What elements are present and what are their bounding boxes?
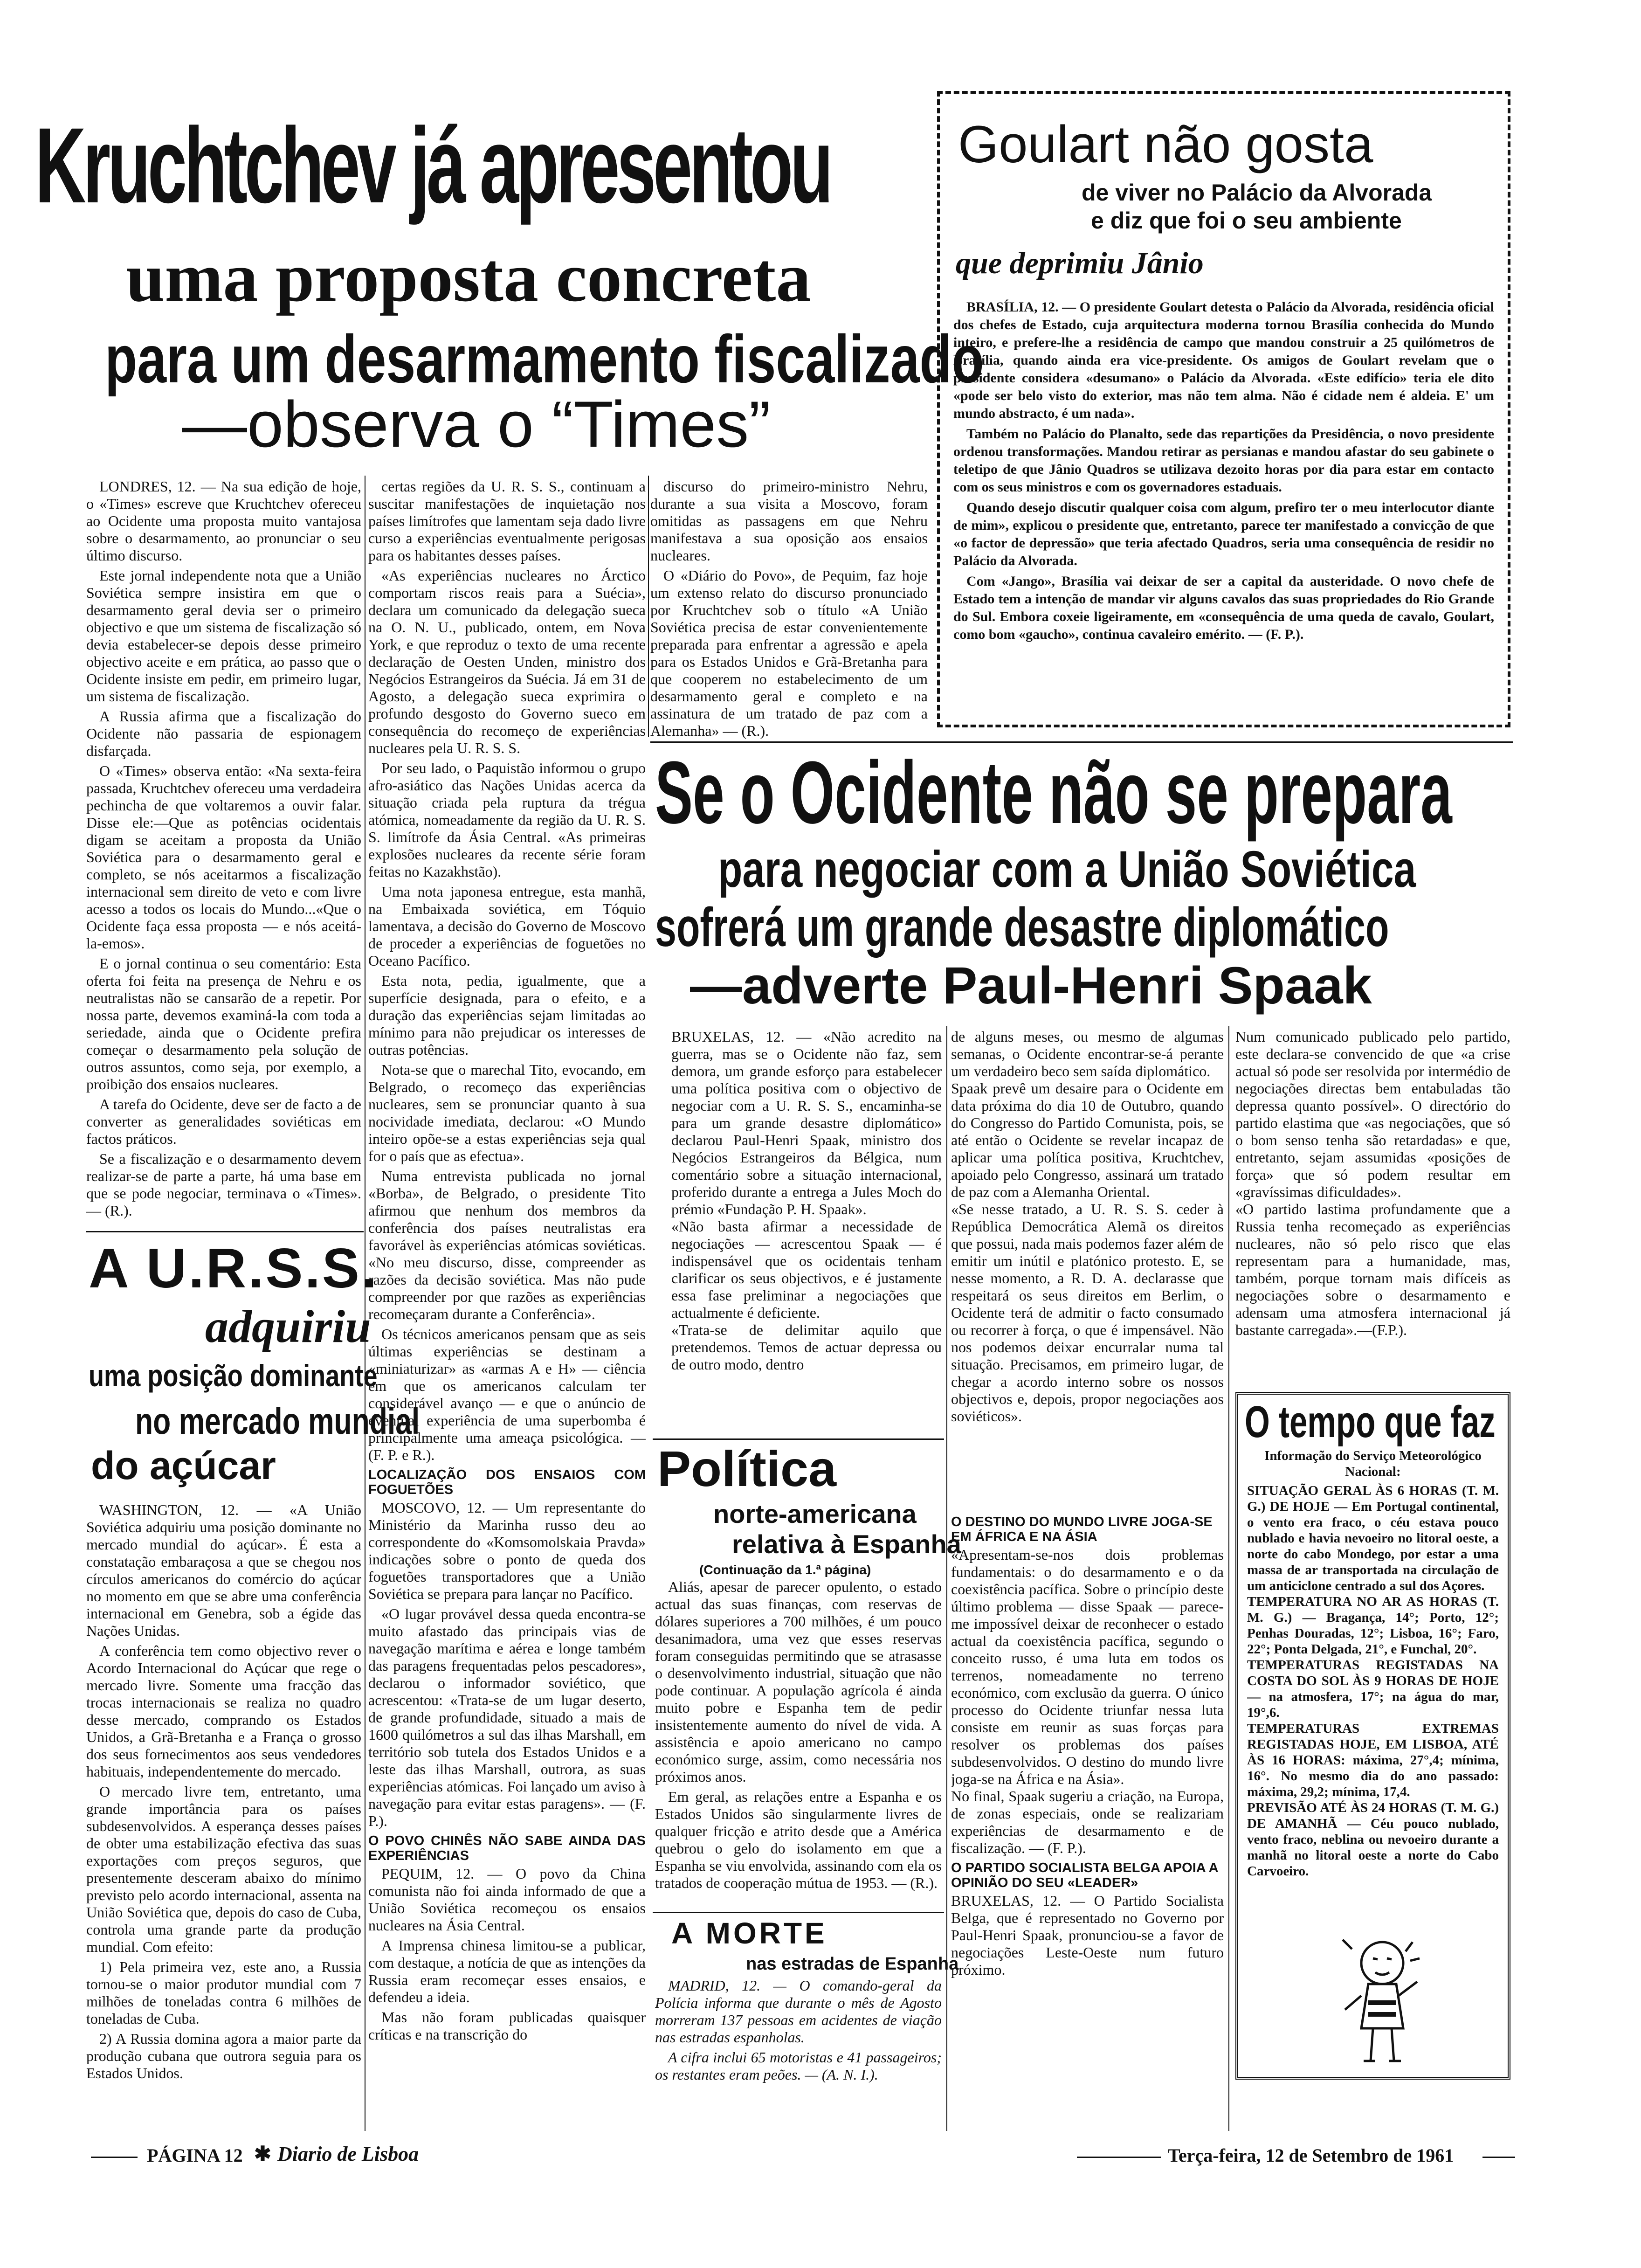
column-1-article <box>86 478 361 1219</box>
col2-p3: Por seu lado, o Paquistão informou o grupo afro-asiático das Nações Unidas acerca da situação criada pela ruptura da trégua atómica, nomeadamente da região da U. R. S. S. limítrofe da Ásia Central. «As primeiras explosões nucleares da recente série foram feitas no Kazakhstão). <box>368 760 646 880</box>
morte-title: A MORTE <box>671 1916 827 1950</box>
sugar-title-1: A U.R.S.S. <box>89 1237 379 1300</box>
sugar-title-3: uma posição dominante <box>89 1358 378 1393</box>
col3-p2: O «Diário do Povo», de Pequim, faz hoje um extenso relato do discurso pronunciado por Kruchtchev sob o título «A União Soviética precisa de estar convenientemente preparada para enfrentar a agressão e apela para os Estados Unidos e Grã-Bretanha para que cooperem no estabelecimento de um desarmamento geral e completo e na assinatura de um tratado de paz com a Alemanha» — (R.). <box>650 567 928 739</box>
politica-sub2: relativa à Espanha <box>732 1529 961 1559</box>
footer-page-number: PÁGINA 12 <box>147 2145 243 2166</box>
spaak-subsections <box>951 1511 1224 2122</box>
col2-subhead-povo-chines: O POVO CHINÊS NÃO SABE AINDA DAS EXPERIÊNCIAS <box>368 1833 646 1863</box>
kruchtchev-headline-1: Kruchtchev já apresentou <box>35 105 830 225</box>
kruchtchev-headline-3: para um desarmamento fiscalizado <box>105 321 984 397</box>
col1-p7: Se a fiscalização e o desarmamento devem realizar-se de parte a parte, há uma base em que se pode negociar, terminava o «Times». — (R.). <box>86 1150 361 1219</box>
divider <box>653 1438 944 1440</box>
column-2-article <box>368 478 646 2087</box>
morte-subtitle: nas estradas de Espanha <box>746 1954 959 1974</box>
col2-p12: A Imprensa chinesa limitou-se a publicar, com destaque, a notícia de que as intenções da Russia eram recomeçar esses ensaios, e defendeu a ideia. <box>368 1937 646 2005</box>
footer-rule-mid <box>1077 2157 1161 2158</box>
divider <box>653 1912 944 1913</box>
footer-paper-name: Diario de Lisboa <box>277 2143 419 2165</box>
col2-p2: «As experiências nucleares no Árctico comportam riscos reais para a Suécia», declara um comunicado da delegação sueca na O. N. U., publicado, ontem, em Nova York, e que reproduz o texto de uma recente declaração de Oesten Unden, ministro dos Negócios Estrangeiros da Suécia. Já em 31 de Agosto, a delegação sueca exprimira o profundo desgosto do Governo sueco em consequência do recomeço de experiências nucleares pela U. R. S. S. <box>368 567 646 756</box>
weather-text: SITUAÇÃO GERAL ÀS 6 HORAS (T. M. G.) DE HOJE — Em Portugal continental, o vento era fraco, o céu estava pouco nublado e havia nevoeiro no litoral oeste, a norte do cabo Mondego, por estar a uma massa de ar transportada na circulação de um anticiclone centrado a sul dos Açores. TEMPERATURA NO AR AS HORAS (T. M. G.) — Bragança, 14°; Porto, 12°; Penhas Douradas, 12°; Lisboa, 16°; Faro, 22°; Ponta Delgada, 21°, e Funchal, 20°. TEMPERATURAS REGISTADAS NA COSTA DO SOL ÀS 9 HORAS DE HOJE — na atmosfera, 17°; na água do mar, 19°,6. TEMPERATURAS EXTREMAS REGISTADAS HOJE, EM LISBOA, ATÉ ÀS 16 HORAS: máxima, 27°,4; mínima, 16°. No mesmo dia do ano passado: máxima, 29,2; mínima, 17,4. PREVISÃO ATÉ ÀS 24 HORAS (T. M. G.) DE AMANHÃ — Céu pouco nublado, vento fraco, neblina ou nevoeiro durante a manhã no litoral oeste a norte do Cabo Carvoeiro. <box>1247 1483 1499 1879</box>
col2-p11: PEQUIM, 12. — O povo da China comunista não foi ainda informado de que a União Soviética recomeçou os ensaios nucleares na Ásia Central. <box>368 1865 646 1934</box>
footer-rule-right <box>1482 2157 1515 2158</box>
sugar-p1: WASHINGTON, 12. — «A União Soviética adquiriu uma posição dominante no mercado mundial do açúcar». É esta a constatação embaraçosa a que se chegou nos círculos americanos do comércio do açúcar no momento em que se abre uma conferência internacional em Genebra, sob a égide das Nações Unidas. <box>86 1501 361 1639</box>
morte-p1: MADRID, 12. — O comando-geral da Polícia informa que durante o mês de Agosto morreram 137 pessoas em acidentes de viação nas estradas espanholas. <box>655 1977 942 2046</box>
spaak-headline-4: —adverte Paul-Henri Spaak <box>690 956 1372 1015</box>
col3-p1: discurso do primeiro-ministro Nehru, durante a sua visita a Moscovo, foram omitidas as passagens em que Nehru manifestava a sua oposição aos ensaios nucleares. <box>650 478 928 564</box>
divider <box>650 741 1513 743</box>
col2-p9: MOSCOVO, 12. — Um representante do Ministério da Marinha russo deu ao correspondente do «Komsomolskaia Pravda» indicações sobre o ponto de queda dos foguetões transportadores que a União Soviética se prepara para lançar no Pacífico. <box>368 1499 646 1602</box>
spaak-partido-text: BRUXELAS, 12. — O Partido Socialista Belga, que é representado no Governo por Paul-Henri Spaak, pronunciou-se a favor de negociações Leste-Oeste num futuro próximo. <box>951 1892 1224 1978</box>
sugar-title-4: no mercado mundial <box>135 1400 420 1442</box>
col2-p13: Mas não foram publicadas quaisquer críticas e na transcrição do <box>368 2009 646 2043</box>
col2-subhead-foguetoes: LOCALIZAÇÃO DOS ENSAIOS COM FOGUETÕES <box>368 1467 646 1497</box>
column-rule <box>648 476 649 737</box>
sugar-article <box>86 1501 361 2117</box>
goulart-p4: Com «Jango», Brasília vai deixar de ser a capital da austeridade. O novo chefe de Estado tem a intenção de mandar vir alguns cavalos das suas propriedades do Rio Grande do Sul. Embora coxeie ligeiramente, em «consequência de uma queda de cavalo, Goulart, como bom «gaucho», continua cavaleiro emérito. — (F. P.). <box>953 574 1494 642</box>
col2-p10: «O lugar provável dessa queda encontra-se muito afastado das principais vias de navegação marítima e aérea e longe também das paragens frequentadas pelos pescadores», declarou o informador soviético, que acrescentou: «Trata-se de um lugar deserto, de grande profundidade, situado a mais de 1600 quilómetros a sul das ilhas Marshall, em território sob tutela dos Estados Unidos e a leste das ilhas Marshall, outrora, as suas experiências atómicas. Foi lançado um aviso à navegação para evitar estas paragens». — (F. P.). <box>368 1605 646 1829</box>
col1-p5: E o jornal continua o seu comentário: Esta oferta foi feita na presença de Nehru e os neutralistas não se cansarão de a repetir. Por nossa parte, devemos examiná-la com toda a seriedade, ainda que o Ocidente prefira começar o desarmamento pela solução de outros assuntos, como seja, por exemplo, a proibição dos ensaios nucleares. <box>86 955 361 1093</box>
weather-cartoon-illustration <box>1329 1930 1431 2070</box>
weather-intro: Informação do Serviço Meteorológico Nacional: <box>1264 1448 1482 1479</box>
goulart-article <box>953 298 1494 646</box>
sugar-p2: A conferência tem como objectivo rever o Acordo Internacional do Açúcar que rege o mercado livre. Somente uma fracção das trocas internacionais se realiza no quadro desse mercado, comprando os Estados Unidos, a Grã-Bretanha e a França o grosso dos seus fornecimentos aos seus vendedores habituais, independentemente do mercado. <box>86 1642 361 1780</box>
goulart-sub1: de viver no Palácio da Alvorada <box>1082 180 1432 206</box>
column-rule <box>1228 1026 1229 2131</box>
column-3-article <box>650 478 928 739</box>
politica-continuation: (Continuação da 1.ª página) <box>699 1563 871 1577</box>
divider <box>86 1231 364 1232</box>
footer-star-icon: ✱ <box>254 2143 271 2165</box>
footer-rule-left <box>91 2157 138 2158</box>
spaak-column-3: Num comunicado publicado pelo partido, este declara-se convencido de que «a crise actual só pode ser resolvida por intermédio de negociações directas bem entabuladas tão depressa quanto possível». O directório do partido elastima que «as negociações, que só o bom senso tenha são retardadas» e que, entretanto, sejam assumidas «posições de força» que só podem resultar em «gravíssimas dificuldades». «O partido lastima profundamente que a Russia tenha recomeçado as experiências nucleares, não só pelo risco que elas representam para a humanidade, mas, também, porque tornam mais difíceis as negociações sobre o desarmamento e adensam uma atmosfera internacional já bastante carregada».—(F.P.). <box>1235 1028 1510 1338</box>
goulart-title: Goulart não gosta <box>958 115 1373 173</box>
morte-p2: A cifra inclui 65 motoristas e 41 passageiros; os restantes eram peões. — (A. N. I.). <box>655 2049 942 2083</box>
goulart-sub2: e diz que foi o seu ambiente <box>1091 207 1402 234</box>
kruchtchev-headline-4: —observa o “Times” <box>182 387 771 461</box>
politica-p2: Em geral, as relações entre a Espanha e os Estados Unidos são singularmente livres de qualquer fricção e atrito desde que a América quebrou o gelo do isolamento em que a Espanha se viu envolvida, assinando com ela os tratados de cooperação mútua de 1953. — (R.). <box>655 1788 942 1891</box>
sugar-title-5: do açúcar <box>91 1444 276 1487</box>
sugar-p4: 1) Pela primeira vez, este ano, a Russia tornou-se o maior produtor mundial com 7 milhões de toneladas contra 6 milhões de toneladas de Cuba. <box>86 1958 361 2027</box>
spaak-headline-3: sofrerá um grande desastre diplomático <box>655 897 1389 958</box>
spaak-headline-2: para negociar com a União Soviética <box>718 841 1416 898</box>
sugar-title-2: adquiriu <box>205 1300 371 1352</box>
politica-article <box>655 1578 942 1905</box>
politica-sub1: norte-americana <box>713 1499 917 1528</box>
col1-p4: O «Times» observa então: «Na sexta-feira passada, Kruchtchev ofereceu uma verdadeira pechincha de que voltaremos a ouvir falar. Disse ele:—Que as potências ocidentais digam se aceitam a proposta da União Soviética para o desarmamento geral e completo, se nós aceitarmos a fiscalização internacional sem direito de veto e com livre acesso a todos os locais do Mundo...«Que o Ocidente faça essa proposta — e nós aceitá-la-emos». <box>86 762 361 952</box>
col2-p8: Os técnicos americanos pensam que as seis últimas experiências se destinam a «miniaturizar» as «armas A e H» — ciência em que os americanos calculam ter considerável avanço — e que o anúncio de eventual experiência de uma superbomba é principalmente uma ameaça psicológica. — (F. P. e R.). <box>368 1326 646 1463</box>
goulart-p1: BRASÍLIA, 12. — O presidente Goulart detesta o Palácio da Alvorada, residência oficial dos chefes de Estado, cuja arquitectura moderna tornou Brasília conhecida do Mundo inteiro, e prefere-lhe a residência de campo que mandou construir a 25 quilómetros de Brasília, quando ainda era vice-presidente. Os amigos de Goulart revelam que o presidente considera «desumano» o Palácio da Alvorada. «Este edifício» teria ele dito «pode ser belo visto do exterior, mas não tem alma. Não é cidade nem é aldeia. E' um mundo abstracto, é um nada». <box>953 299 1494 421</box>
col1-p2: Este jornal independente nota que a União Soviética sempre insistira em que o desarmamento geral devia ser o primeiro objectivo e que um sistema de fiscalização só devia estabelecer-se depois desse primeiro objectivo aceite e em prática, ao passo que o Ocidente insiste em pedir, em primeiro lugar, um sistema de fiscalização. <box>86 567 361 705</box>
politica-title: Política <box>657 1440 837 1497</box>
spaak-subhead-destino: O DESTINO DO MUNDO LIVRE JOGA-SE EM ÁFRICA E NA ÁSIA <box>951 1514 1213 1544</box>
col2-p7: Numa entrevista publicada no jornal «Borba», de Belgrado, o presidente Tito afirmou que nenhum dos membros da conferência dos países neutralistas era favorável às experiências atómicas soviéticas. «No meu discurso, disse, compreender as razões da decisão soviética. Mas não pude compreender por que razões as experiências recomeçaram durante a Conferência». <box>368 1168 646 1322</box>
col2-p4: Uma nota japonesa entregue, esta manhã, na Embaixada soviética, em Tóquio lamentava, a decisão do Governo de Moscovo de proceder a experiências de foguetões no Oceano Pacífico. <box>368 883 646 969</box>
politica-p1: Aliás, apesar de parecer opulento, o estado actual das suas finanças, com reservas de dólares superiores a 700 milhões, é um pouco desanimadora, uma vez que esses reservas foram conseguidas permitindo que se atrasasse o desenvolvimento industrial, situação que não pode continuar. A população agrícola é ainda muito pobre e Espanha tem de pedir insistentemente aumento do nível de vida. A assistência e apoio americano no campo económico surge, assim, como necessária nos próximos anos. <box>655 1578 942 1785</box>
sugar-p5: 2) A Russia domina agora a maior parte da produção cubana que outrora seguia para os Estados Unidos. <box>86 2030 361 2081</box>
kruchtchev-headline-2: uma proposta concreta <box>126 239 811 316</box>
col1-p1: LONDRES, 12. — Na sua edição de hoje, o «Times» escreve que Kruchtchev ofereceu ao Ocidente uma proposta muito vantajosa sobre o desarmamento, ao pronunciar o seu último discurso. <box>86 478 361 564</box>
col2-p5: Esta nota, pedia, igualmente, que a superfície designada, para o efeito, e a duração das experiências sejam limitadas ao mínimo para não prejudicar os interesses de outras potências. <box>368 972 646 1058</box>
spaak-subhead-partido: O PARTIDO SOCIALISTA BELGA APOIA A OPINIÃO DO SEU «LEADER» <box>951 1860 1218 1890</box>
col1-p3: A Russia afirma que a fiscalização do Ocidente não passaria de espionagem disfarçada. <box>86 708 361 759</box>
col2-p6: Nota-se que o marechal Tito, evocando, em Belgrado, o recomeço das experiências nucleares, sem se pronunciar quanto à sua nocividade imediata, declarou: «O Mundo inteiro opõe-se a estas experiências seja qual for o país que as efectua». <box>368 1061 646 1164</box>
col1-p6: A tarefa do Ocidente, deve ser de facto a de converter as generalidades soviéticas em factos práticos. <box>86 1096 361 1147</box>
sugar-p3: O mercado livre tem, entretanto, uma grande importância para os países subdesenvolvidos. A esperança desses países de obter uma estabilização efectiva das suas exportações com preços seguros, que presentemente desceram abaixo do mínimo previsto pelo acordo internacional, assenta na União Soviética que, depois do caso de Cuba, controla uma grande parte da produção mundial. Com efeito: <box>86 1783 361 1955</box>
goulart-p2: Também no Palácio do Planalto, sede das repartições da Presidência, o novo presidente ordenou transformações. Mandou retirar as persianas e mandou afastar do seu gabinete o teletipo de que Jânio Quadros se utilizava dezoito horas por dia para estar em contacto com os seus ministros e com os governadores estaduais. <box>953 426 1494 495</box>
morte-article <box>655 1977 942 2126</box>
spaak-column-2: de alguns meses, ou mesmo de algumas semanas, o Ocidente encontrar-se-á perante um verdadeiro beco sem saída diplomático. Spaak prevê um desaire para o Ocidente em data próxima do dia 10 de Outubro, quando do Congresso do Partido Comunista, pois, se até então o Ocidente se revelar incapaz de aplicar uma política positiva, Kruchtchev, apoiado pelo Congresso, assinará um tratado de paz com a Alemanha Oriental. «Se nesse tratado, a U. R. S. S. ceder à República Democrática Alemã os direitos que possui, nada mais podemos fazer além de emitir um inútil e platónico protesto. E, se nesse momento, a R. D. A. declarasse que respeitará os seus direitos em Berlim, o Ocidente terá de admitir o facto consumado ou recorrer à força, o que é impensável. Não nos podemos deixar encurralar numa tal situação. Precisamos, em primeiro lugar, de chegar a acordo interno sobre os nossos objectivos e, depois, propor negociações aos soviéticos». <box>951 1028 1224 1424</box>
weather-title: O tempo que faz <box>1245 1397 1496 1447</box>
spaak-column-1: BRUXELAS, 12. — «Não acredito na guerra, mas se o Ocidente não faz, sem demora, um grande esforço para estabelecer uma política positiva com o objectivo de negociar com a U. R. S. S., encaminha-se para um grande desastre diplomático» declarou Paul-Henri Spaak, ministro dos Negócios Estrangeiros da Bélgica, num comentário sobre a situação internacional, proferido durante a entrega a Jules Moch do prémio «Fundação P. H. Spaak». «Não basta afirmar a necessidade de negociações — acrescentou Spaak — é indispensável que os ocidentais tenham clarificar os seus objectivos, e é justamente essa fase preliminar a negociações que actualmente é deficiente. «Trata-se de delimitar aquilo que pretendemos. Temos de actuar depressa ou de outro modo, dentro <box>671 1028 942 1373</box>
footer-date: Terça-feira, 12 de Setembro de 1961 <box>1168 2145 1454 2166</box>
goulart-sub3: que deprimiu Jânio <box>956 246 1204 280</box>
spaak-destino-text: «Apresentam-se-nos dois problemas fundamentais: o do desarmamento e o da coexistência pacífica. Sobre o princípio deste último problema — disse Spaak — parece-me impossível deixar de reconhecer o estado actual da coexistência pacífica, segundo o conceito russo, é uma luta em todos os terrenos, nomeadamente no terreno económico, com exclusão da guerra. O único processo do Ocidente triunfar nessa luta consiste em reunir as suas forças para resolver os problemas dos países subdesenvolvidos. O destino do mundo livre joga-se na África e na Ásia». No final, Spaak sugeriu a criação, na Europa, de zonas especiais, onde se realizariam experiências de desarmamento e de fiscalização. — (F. P.). <box>951 1546 1224 1856</box>
col2-p1: certas regiões da U. R. S. S., continuam a suscitar manifestações de inquietação nos países limítrofes que lamentam seja dado livre curso a experiências eventualmente perigosas para os habitantes desses países. <box>368 478 646 564</box>
goulart-p3: Quando desejo discutir qualquer coisa com algum, prefiro ter o meu interlocutor diante de mim», explicou o presidente que, entretanto, parece ter manifestado a convicção de que «o factor de depressão» que teria afectado Quadros, seria uma consequência de residir no Palácio da Alvorada. <box>953 500 1494 568</box>
spaak-headline-1: Se o Ocidente não se prepara <box>655 743 1452 842</box>
